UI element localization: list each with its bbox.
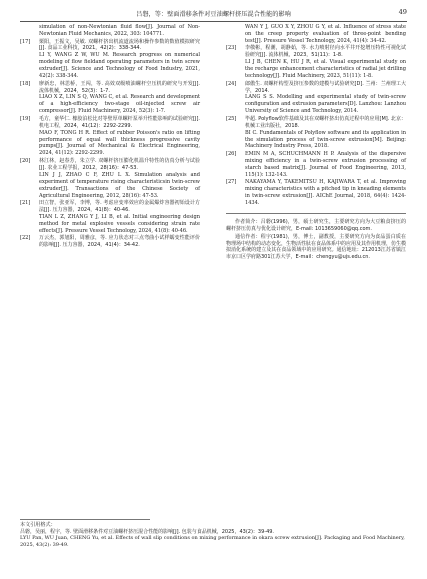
reference-text-en: EMIN M A, SCHUCHMANN H P. Analysis of the dispersive mixing efficiency in a twin-screw extrusion processing of starch based matrix[J]. Journal of Food Engineering, 2013, 115(1): 132-143. [245, 151, 406, 178]
reference-text-zh: 郎傲生. 双螺杆构型及挤压参数的建模与试验研究[D]. 兰州：兰州理工大学，2014. [245, 80, 406, 94]
reference-text-en: MAO F, TONG H R. Effect of rubber Poisson's ratio on lifting performance of equal wall thickness progressive cavity pumps[J]. Journal of Mechanical & Electrical Engineering, 2024, 41(12): 2292-2299. [39, 129, 200, 157]
corresponding-author: 通信作者：程宇(1981)，男，博士，副教授，主要研究方向为食品蛋白质在物理场中结构的动态变化，生物活性肽在食品体系中的应用及其作用机理，仿生模拟消化系统的建立及其在食品领域中的应用研究。通信地址：212013江苏省镇江市京口区学府路301江苏大学，E-mail：chengyu@ujs.edu.cn. [226, 233, 407, 261]
reference-entry [20, 39, 200, 80]
reference-number: [21] [20, 200, 31, 207]
reference-entry [226, 81, 406, 116]
reference-text-en: TIAN L Z, ZHANG Y J, LI B, et al. Initial engineering design method for metal explosive vessels considering strain rate effects[J]. Pressure Vessel Technology, 2024, 41(8): 40-46. [39, 213, 200, 234]
running-title: 吕磐，等：壁面滑移条件对豆油螺杆挤压混合性能的影响 [136, 11, 291, 18]
reference-text-en: LI Y, WANG Z W, WU M. Research progress on numerical modeling of flow fieldand operating parameters in twin screw extruder[J]. Science and Technology of Food Industry, 2021, 42(2): 338-344. [39, 52, 200, 80]
reference-number: [23] [226, 45, 237, 52]
reference-entry [20, 200, 200, 235]
authors-divider [226, 213, 406, 214]
reference-entry [20, 158, 200, 199]
reference-text-zh: 万云杰，郭旭阳，周雅彦，等. 应力状态对三点弯曲小试样蠕变性能评价的影响[J]. 压力容器，2024，41(4)：34-42. [39, 235, 200, 249]
reference-text-en: LIN J J, ZHAO C F, ZHU L X. Simulation analysis and experiment of temperature rising characteristicsin twin-screw extruder[J]. Transactions of the Chinese Society of Agricultural Engineering, 2012, 28(16): 47-53. [39, 171, 200, 199]
reference-entry [226, 116, 406, 151]
page-number: 49 [398, 8, 407, 16]
reference-number: [27] [226, 179, 237, 186]
reference-text-en: BI C. Fundamentals of Polyflow software and its application in the simulation process of twin-screw extrusion[M]. Beijing: Machinery Industry Press, 2018. [245, 129, 406, 150]
reference-number: [22] [20, 235, 31, 242]
left-column [20, 24, 200, 250]
reference-text-zh: 李敬彬，程潮，胡静茹，等. 水力喷射径向水平井开挖增压特性可视化试验研究[J]. 流体机械，2023，51(11)：1-8. [245, 45, 406, 59]
reference-entry [20, 116, 200, 157]
reference-number: [25] [226, 115, 237, 122]
reference-continuation: WAN Y J, GUO X Y, ZHOU G Y, et al. Influence of stress state on the creep property evaluation of three-point bending test[J]. Pressure Vessel Technology, 2024, 41(4): 34-42. [245, 24, 406, 44]
reference-text-en: LI J B, CHEN K, HU J R, et al. Visual experimental study on the recharge enhancement characteristics of radial jet drilling technology[J]. Fluid Machinery, 2023, 51(11): 1-8. [245, 59, 406, 80]
reference-continuation: simulation of non-Newtonian fluid flow[J]. Journal of Non-Newtonian Fluid Mechanics, 2022, 303: 104771. [39, 24, 200, 37]
citation-format [20, 519, 407, 549]
reference-text-en: LANG S S. Modelling and experimental study of twin-screw configuration and extrusion parameters[D]. Lanzhou: Lanzhou University of Science and Technology, 2014. [245, 94, 406, 115]
reference-text-zh: 廖新忠，林思桥，王闯，等. 高效双级喷油螺杆空压机的研究与开发[J]. 流体机械，2024，52(3)：1-7. [39, 80, 200, 94]
reference-entry [20, 81, 200, 116]
reference-number: [24] [226, 80, 237, 87]
author-info [226, 219, 406, 261]
reference-number: [26] [226, 151, 237, 158]
citation-text-en: LYU Pan, WU Juan, CHENG Yu, et al. Effects of wall slip conditions on mixing performance in okara screw extrusion[J]. Packaging and Food Machinery, 2025, 43(2): 39-49. [20, 535, 405, 549]
reference-text-en: NAKAYAMA Y, TAKEMITSU H, KAJIWARA T, et al. Improving mixing characteristics with a pitched tip in kneading elements in twin-screw extrusion[J]. AIChE Journal, 2018, 64(4): 1424-1434. [245, 179, 406, 207]
reference-entry [20, 235, 200, 249]
right-column [226, 24, 406, 262]
reference-text-en: LIAO X Z, LIN S Q, WANG C, et al. Research and development of a high-efficiency two-stage oil-injected screw air compressor[J]. Fluid Machinery, 2024, 52(3): 1-7. [39, 94, 200, 115]
reference-number: [18] [20, 80, 31, 87]
reference-text-zh: 林江林，赵春芳，朱立学. 双螺杆挤压膨化机温升特性的仿真分析与试验[J]. 农业工程学报，2012，28(16)：47-53. [39, 157, 200, 171]
citation-divider [20, 519, 150, 520]
reference-entry [226, 45, 406, 80]
citation-label: 本文引用格式： [20, 522, 56, 528]
reference-text-zh: 田立智，张亚军，李博，等. 考虑应变率效应的金属爆炸容器初始设计方法[J]. 压力容器，2024，41(8)：40-46. [39, 200, 200, 213]
reference-number: [17] [20, 38, 31, 45]
header-rule [20, 21, 407, 22]
reference-number: [19] [20, 115, 31, 122]
author-bio: 作者简介：吕磐(1996)，男，硕士研究生，主要研究方向为大豆粮食挤压的螺杆挤压仿真与优化设计研究，E-mail: 1013659060@qq.com. [226, 219, 406, 232]
reference-text-zh: 毕超. Polyflow软件基础及其在双螺杆挤出仿真过程中的应用[M]. 北京：机械工业出版社，2018. [245, 115, 406, 129]
running-header [20, 7, 407, 21]
reference-text-zh: 栗阳，王振文，吴敏. 双螺杆挤出机流道流场和操作参数的数值模拟研究[J]. 食品工业科技，2021，42(2)：338-344. [39, 38, 200, 52]
reference-entry [226, 151, 406, 179]
reference-text-zh: 毛方，童华仁. 橡胶泊松比对等壁厚单螺杆泵举升性能影响的试验研究[J]. 机电工程，2024，41(12)：2292-2299. [39, 115, 200, 129]
reference-number: [20] [20, 157, 31, 164]
citation-text-zh: 吕磐，吴丽，程宇，等. 壁面滑移条件对豆油螺杆挤压混合性能的影响[J]. 包装与食品机械，2025，43(2)：39-49. [20, 528, 275, 535]
reference-entry [226, 179, 406, 207]
